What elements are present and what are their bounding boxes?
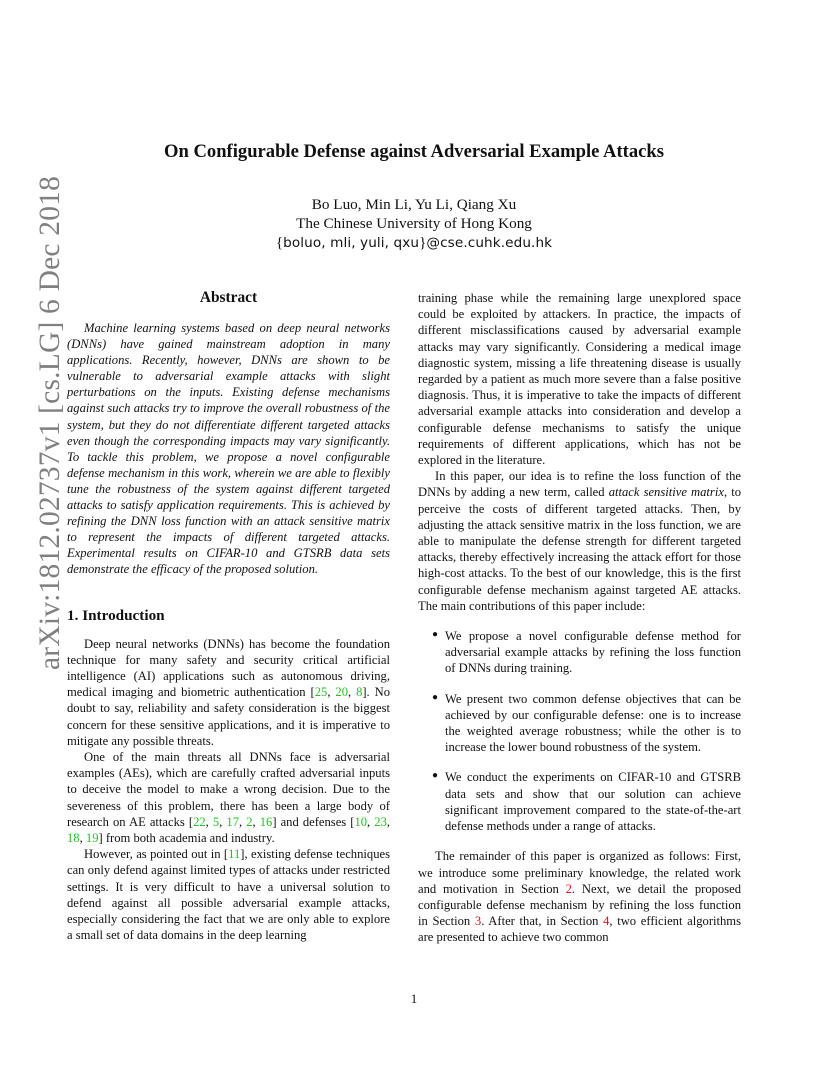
email-names: boluo, mli, yuli, qxu [283, 235, 420, 251]
abstract-paragraph: Machine learning systems based on deep neural networks (DNNs) have gained mainstream adoption in many applications. Recently, however, DNNs are shown to be vulnerable to adversarial example attacks with slight perturbations on the inputs. Existing defense mechanisms against such attacks try to improve the overall robustness of the system, but they do not differentiate different targeted attacks even though the corresponding impacts may vary significantly. To tackle this problem, we propose a novel configurable defense mechanism in this work, wherein we are able to flexibly tune the robustness of the system against different targeted attacks to satisfy application requirements. This is achieved by refining the DNN loss function with an attack sensitive matrix to represent the impacts of different targeted attacks. Experimental results on CIFAR-10 and GTSRB data sets demonstrate the efficacy of the proposed solution. [67, 321, 390, 577]
citation-link[interactable]: 5 [212, 814, 220, 829]
intro-paragraph-2: One of the main threats all DNNs face is adversarial examples (AEs), which are carefully crafted adversarial inputs to deceive the model to make a wrong decision. Due to the severeness of this problem, there has been a large body of research on AE attacks [22, 5, 17, 2, 16] and defenses [10, 23, 18, 19] from both academia and industry. [67, 749, 391, 845]
left-column [67, 289, 390, 943]
bullet-icon: ● [432, 691, 439, 703]
citation-link[interactable]: 10 [354, 814, 368, 829]
citation-link[interactable]: 17 [226, 814, 239, 829]
intro-paragraph-3: However, as pointed out in [11], existing defense techniques can only defend against limited types of attacks under restricted settings. It is very difficult to have a universal solution to defend against all possible adversarial example attacks, especially considering the fact that we are only able to explore a small set of data domains in the deep learning [67, 847, 390, 943]
author-affiliation: The Chinese University of Hong Kong [296, 215, 532, 232]
citation-link[interactable]: 16 [259, 814, 273, 829]
citation-link[interactable]: 8 [356, 685, 363, 700]
contributions-list [418, 628, 741, 834]
email-close-brace: } [419, 234, 427, 251]
citation-link[interactable]: 20 [335, 685, 348, 700]
list-item [418, 628, 741, 677]
citation-link[interactable]: 25 [314, 685, 328, 700]
introduction-heading: 1. Introduction [67, 606, 165, 624]
list-item [418, 769, 741, 834]
author-emails [0, 234, 828, 252]
contribution-text: We propose a novel configurable defense method for adversarial example attacks by refining the loss function of DNNs during training. [445, 629, 741, 676]
abstract-body [67, 320, 390, 578]
arxiv-identifier-stamp: arXiv:1812.02737v1 [cs.LG] 6 Dec 2018 [34, 175, 66, 670]
abstract-heading: Abstract [199, 289, 258, 306]
email-open-brace: { [275, 234, 284, 251]
idea-paragraph: In this paper, our idea is to refine the loss function of the DNNs by adding a new term, called attack sensitive matrix, to perceive the costs of different targeted attacks. Then, by adjusting the attack sensitive matrix in the loss function, we are able to manipulate the defense strength for different targeted attacks, thereby effectively increasing the attack effort for those high-cost attacks. To the best of our knowledge, this is the first configurable defense mechanism against targeted AE attacks. The main contributions of this paper include: [418, 469, 741, 613]
citation-link[interactable]: 2 [246, 814, 253, 829]
section-ref-link[interactable]: 2 [565, 881, 572, 896]
page-number: 1 [410, 991, 418, 1006]
citation-link[interactable]: 19 [85, 830, 99, 845]
citation-link[interactable]: 18 [67, 830, 80, 845]
contribution-text: We conduct the experiments on CIFAR-10 and GTSRB data sets and show that our solution can achieve significant improvement compared to the state-of-the-art defense methods under a range of attacks. [445, 770, 741, 834]
continued-paragraph: training phase while the remaining large unexplored space could be exploited by attackers. In practice, the impacts of different misclassifications caused by adversarial example attacks may vary significantly. Considering a medical image diagnostic system, missing a life threatening disease is usually regarded by a patient as much more severe than a false positive diagnosis. Thus, it is imperative to take the impacts of different adversarial example attacks into consideration and develop a configurable defense mechanisms to satisfy the unique requirements of different applications, which has not be explored in the literature. [418, 291, 741, 468]
list-item [418, 691, 741, 756]
citation-link[interactable]: 22 [193, 814, 206, 829]
bullet-icon: ● [432, 629, 439, 641]
email-domain: @cse.cuhk.edu.hk [426, 235, 553, 251]
paper-title: On Configurable Defense against Adversarial Example Attacks [164, 141, 664, 162]
remainder-paragraph: The remainder of this paper is organized as follows: First, we introduce some preliminary knowledge, the related work and motivation in Section 2. Next, we detail the proposed configurable defense mechanism by refining the loss function in Section 3. After that, in Section 4, two efficient algorithms are presented to achieve two common [418, 849, 742, 945]
attack-sensitive-matrix-term: attack sensitive matrix [608, 485, 724, 500]
right-column [418, 290, 741, 946]
section-ref-link[interactable]: 4 [603, 914, 610, 929]
citation-link[interactable]: 11 [228, 847, 241, 862]
contribution-text: We present two common defense objectives that can be achieved by our configurable defense: one is to increase the weighted average robustness; while the other is to increase the lower bound robustness of the system. [445, 691, 741, 755]
author-list: Bo Luo, Min Li, Yu Li, Qiang Xu [311, 196, 517, 213]
intro-paragraph-1: Deep neural networks (DNNs) has become the foundation technique for many safety and security critical artificial intelligence (AI) applications such as autonomous driving, medical imaging and biometric authentication [25, 20, 8]. No doubt to say, reliability and safety consideration is the biggest concern for these sensitive applications, and it is imperative to mitigate any possible threats. [67, 636, 391, 748]
citation-link[interactable]: 23 [374, 814, 387, 829]
bullet-icon: ● [432, 770, 439, 782]
section-ref-link[interactable]: 3 [474, 914, 482, 929]
